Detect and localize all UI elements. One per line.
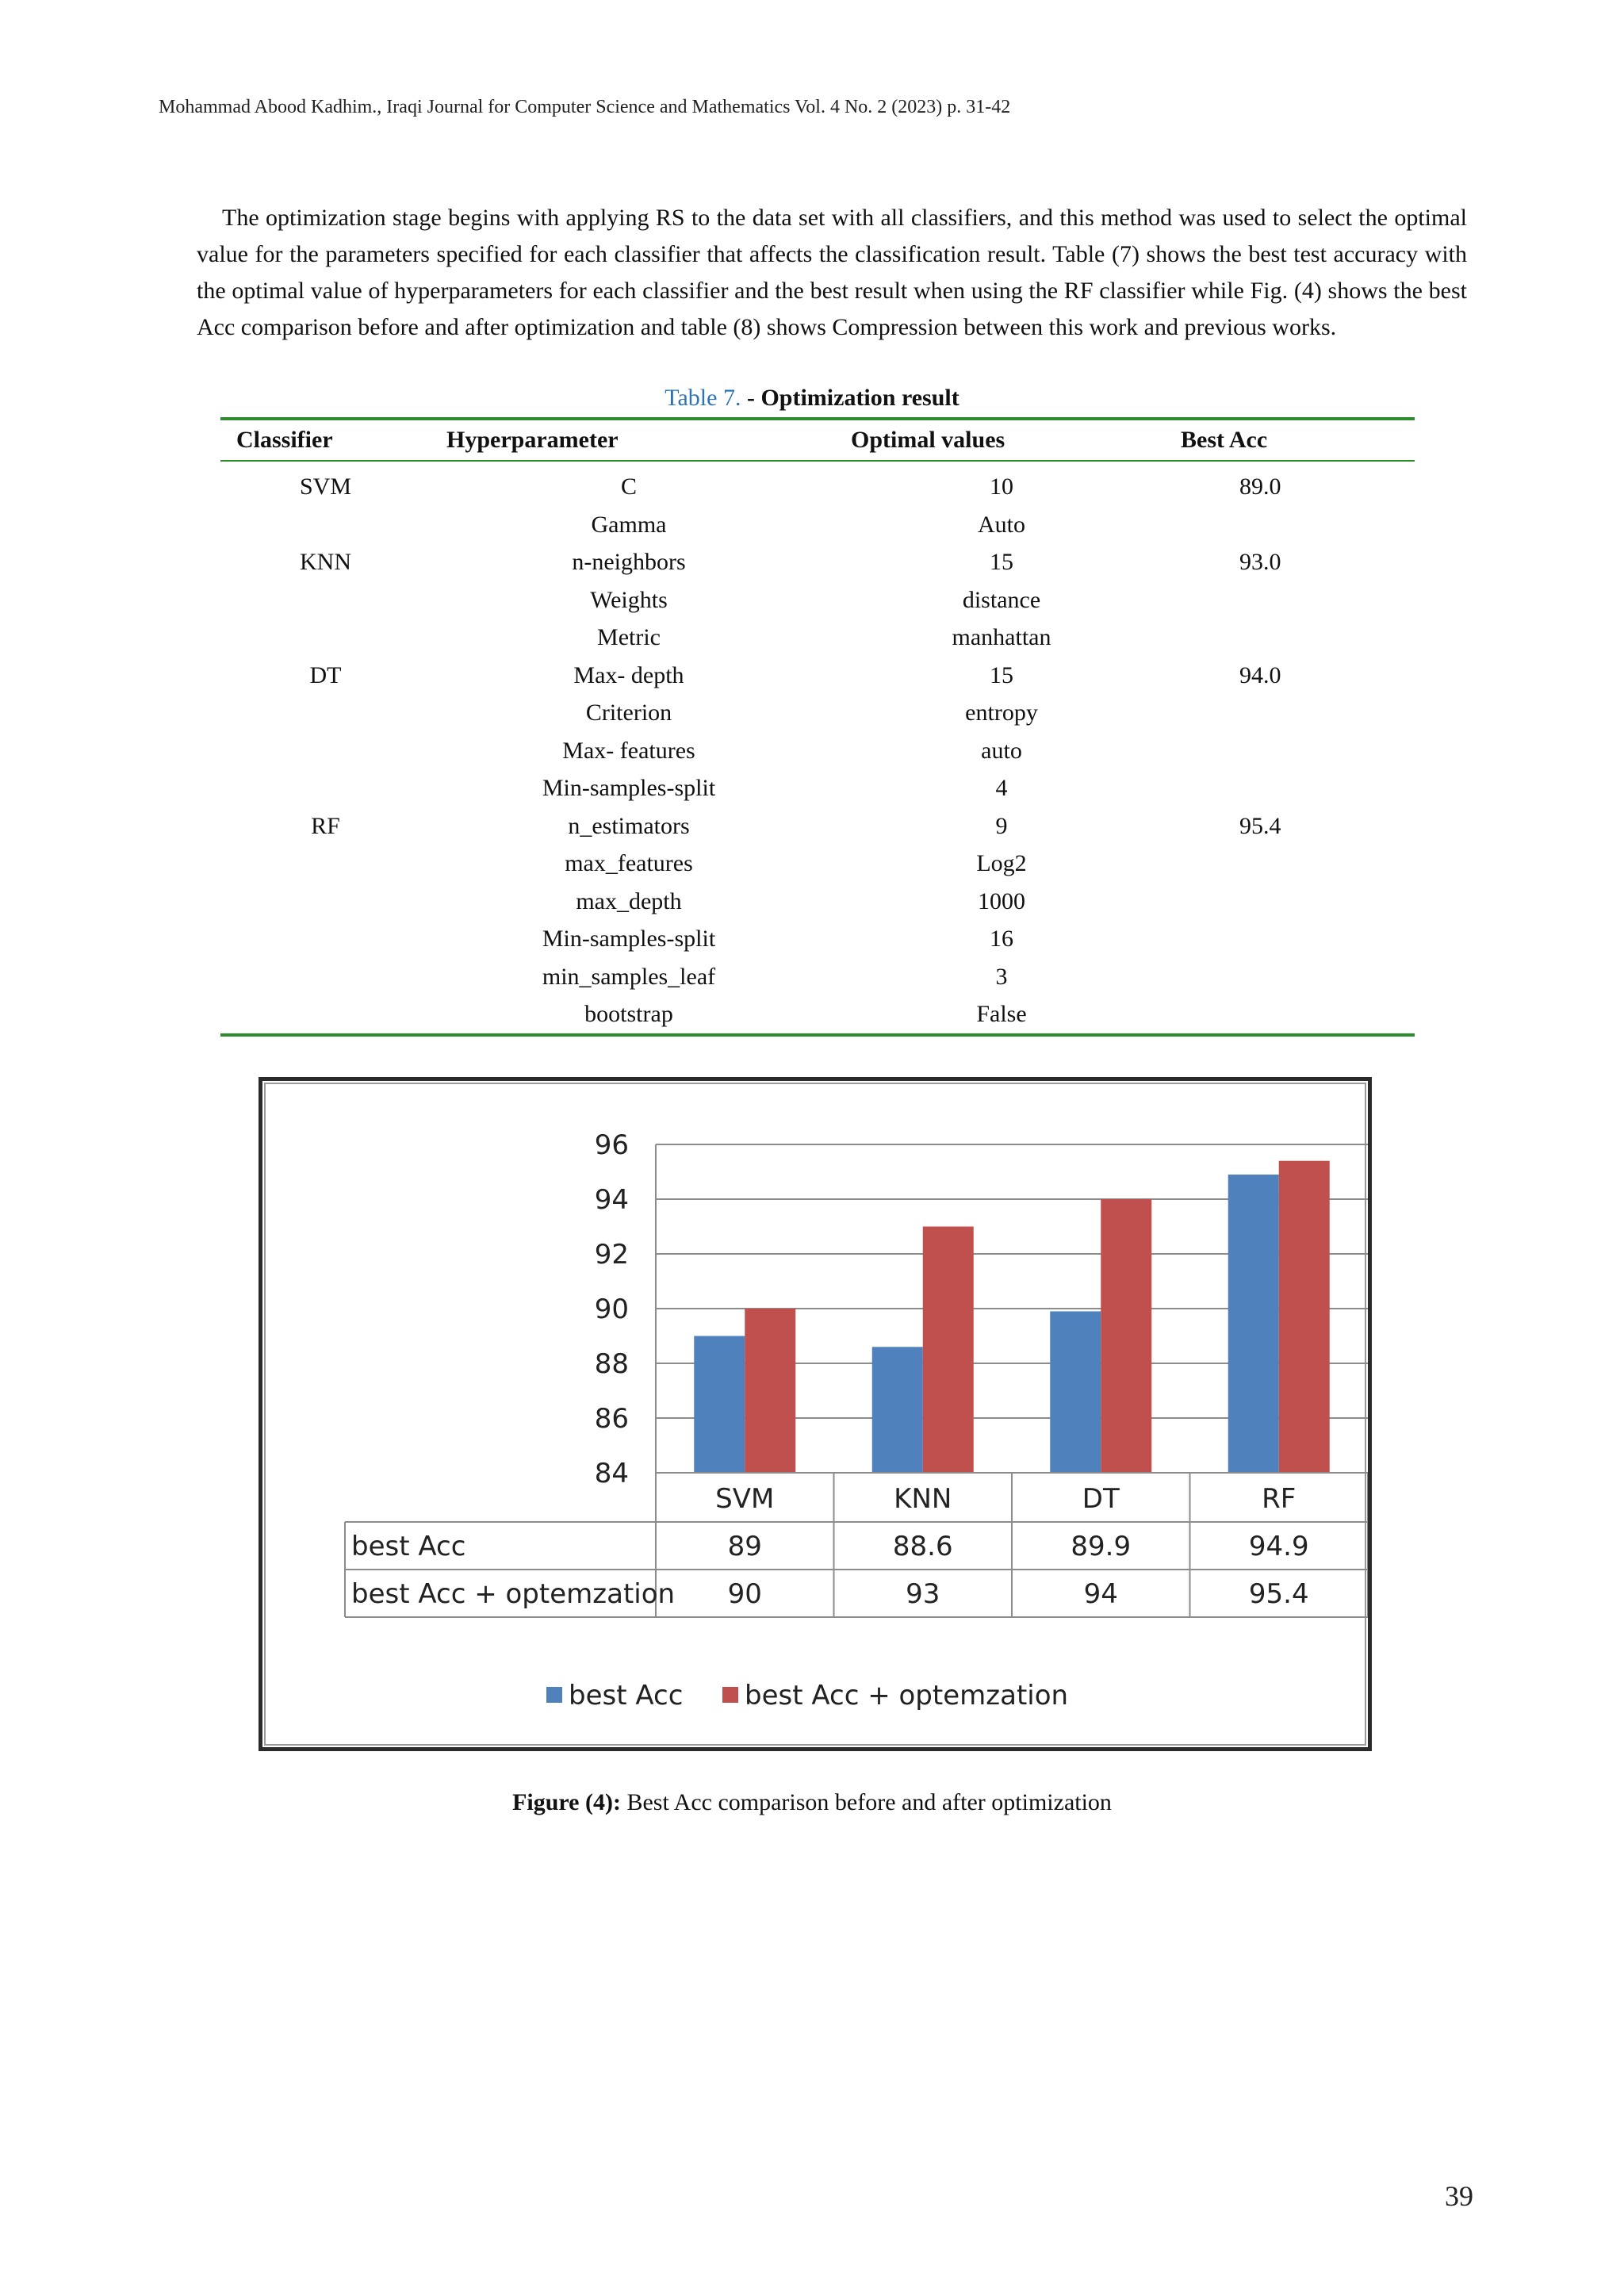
cell-hyperparameter: Criterion bbox=[585, 700, 672, 726]
cell-optimal-value: 1000 bbox=[978, 887, 1025, 914]
cell-best-acc bbox=[1176, 958, 1415, 996]
cell-classifier bbox=[220, 920, 431, 958]
data-table-value: 89.9 bbox=[1071, 1531, 1132, 1562]
table-row bbox=[220, 619, 1415, 657]
table-header-row bbox=[220, 419, 1415, 461]
x-category-label: KNN bbox=[894, 1483, 952, 1515]
cell-classifier: SVM bbox=[299, 473, 352, 500]
legend-label: best Acc + optemzation bbox=[745, 1680, 1069, 1711]
data-table-value: 89 bbox=[727, 1531, 762, 1562]
cell-best-acc bbox=[1176, 732, 1415, 770]
cell-optimal-value: 4 bbox=[995, 775, 1008, 802]
y-tick-label: 86 bbox=[594, 1403, 629, 1435]
cell-hyperparameter: Min-samples-split bbox=[542, 926, 716, 953]
cell-best-acc: 95.4 bbox=[1239, 812, 1281, 839]
bar-chart bbox=[262, 1081, 1368, 1747]
table-row bbox=[220, 694, 1415, 732]
data-table-series-name: best Acc bbox=[351, 1531, 466, 1562]
header-hyperparameter: Hyperparameter bbox=[431, 419, 827, 461]
data-table-value: 95.4 bbox=[1248, 1578, 1309, 1610]
legend-label: best Acc bbox=[569, 1680, 684, 1711]
bar-best-acc-optimization-dt bbox=[1101, 1199, 1151, 1473]
bar-best-acc-knn bbox=[872, 1347, 923, 1473]
table-row bbox=[220, 807, 1415, 845]
cell-classifier: RF bbox=[311, 812, 340, 839]
cell-optimal-value: Auto bbox=[978, 511, 1025, 538]
table-title: - Optimization result bbox=[746, 385, 959, 411]
bar-best-acc-optimization-knn bbox=[923, 1227, 974, 1474]
table-caption bbox=[0, 382, 1624, 414]
table-row bbox=[220, 581, 1415, 619]
table-row bbox=[220, 845, 1415, 883]
cell-classifier bbox=[220, 845, 431, 883]
cell-optimal-value: distance bbox=[962, 586, 1041, 613]
cell-best-acc: 93.0 bbox=[1239, 549, 1281, 576]
x-category-label: SVM bbox=[715, 1483, 775, 1515]
data-table-value: 90 bbox=[727, 1578, 762, 1610]
cell-hyperparameter: bootstrap bbox=[584, 1001, 673, 1028]
data-table-value: 93 bbox=[906, 1578, 940, 1610]
table-label: Table 7. bbox=[665, 385, 741, 411]
table-row bbox=[220, 461, 1415, 506]
table-row bbox=[220, 995, 1415, 1035]
cell-hyperparameter: max_features bbox=[565, 850, 693, 877]
table-row bbox=[220, 920, 1415, 958]
cell-hyperparameter: Max- features bbox=[562, 737, 695, 764]
header-classifier: Classifier bbox=[220, 419, 431, 461]
cell-classifier bbox=[220, 958, 431, 996]
cell-optimal-value: manhattan bbox=[952, 624, 1051, 651]
y-tick-label: 96 bbox=[594, 1129, 629, 1161]
data-table-series-name: best Acc + optemzation bbox=[351, 1578, 676, 1610]
data-table-value: 94.9 bbox=[1248, 1531, 1309, 1562]
legend-swatch-best-acc bbox=[546, 1687, 562, 1703]
cell-classifier bbox=[220, 732, 431, 770]
data-table-value: 88.6 bbox=[892, 1531, 953, 1562]
figure-4-chart bbox=[259, 1077, 1372, 1751]
cell-best-acc bbox=[1176, 883, 1415, 921]
cell-optimal-value: 15 bbox=[990, 661, 1013, 688]
table-row bbox=[220, 657, 1415, 695]
y-tick-label: 92 bbox=[594, 1239, 629, 1271]
cell-optimal-value: Log2 bbox=[976, 850, 1027, 877]
cell-hyperparameter: Metric bbox=[597, 624, 661, 651]
cell-classifier bbox=[220, 506, 431, 544]
header-best-acc: Best Acc bbox=[1176, 419, 1415, 461]
cell-classifier bbox=[220, 619, 431, 657]
table-row bbox=[220, 769, 1415, 807]
cell-classifier bbox=[220, 769, 431, 807]
x-category-label: RF bbox=[1262, 1483, 1297, 1515]
optimization-table-wrap bbox=[220, 417, 1415, 1037]
cell-hyperparameter: n_estimators bbox=[568, 812, 690, 839]
legend-swatch-best-acc-optimization bbox=[722, 1687, 738, 1703]
bar-best-acc-optimization-rf bbox=[1279, 1161, 1330, 1473]
y-tick-label: 84 bbox=[594, 1458, 629, 1489]
cell-classifier bbox=[220, 995, 431, 1035]
header-optimal-values: Optimal values bbox=[827, 419, 1176, 461]
x-category-label: DT bbox=[1082, 1483, 1120, 1515]
cell-best-acc: 94.0 bbox=[1239, 661, 1281, 688]
data-table-value: 94 bbox=[1083, 1578, 1118, 1610]
cell-best-acc bbox=[1176, 845, 1415, 883]
running-header: Mohammad Abood Kadhim., Iraqi Journal for Computer Science and Mathematics Vol. 4 No. 2 (2023) p. 31-42 bbox=[159, 97, 1011, 117]
cell-hyperparameter: Max- depth bbox=[573, 661, 684, 688]
page-number: 39 bbox=[1445, 2180, 1473, 2212]
cell-hyperparameter: C bbox=[620, 473, 637, 500]
cell-classifier bbox=[220, 694, 431, 732]
bar-best-acc-optimization-svm bbox=[745, 1309, 795, 1473]
y-tick-label: 90 bbox=[594, 1294, 629, 1325]
cell-best-acc bbox=[1176, 506, 1415, 544]
cell-hyperparameter: Weights bbox=[590, 586, 668, 613]
y-tick-label: 88 bbox=[594, 1348, 629, 1380]
cell-best-acc bbox=[1176, 619, 1415, 657]
cell-optimal-value: 9 bbox=[995, 812, 1008, 839]
cell-optimal-value: False bbox=[976, 1001, 1027, 1028]
cell-hyperparameter: Min-samples-split bbox=[542, 775, 716, 802]
y-tick-label: 94 bbox=[594, 1184, 629, 1216]
table-row bbox=[220, 506, 1415, 544]
cell-hyperparameter: n-neighbors bbox=[572, 549, 686, 576]
cell-best-acc bbox=[1176, 920, 1415, 958]
cell-hyperparameter: min_samples_leaf bbox=[542, 963, 716, 990]
cell-classifier: KNN bbox=[300, 549, 351, 576]
cell-optimal-value: 10 bbox=[990, 473, 1013, 500]
body-paragraph: The optimization stage begins with applying RS to the data set with all classifiers, and this method was used to select the optimal value for the parameters specified for each classifier that affects the classification result. Table (7) shows the best test accuracy with the optimal value of hyperparameters for each classifier and the best result when using the RF classifier while Fig. (4) shows the best Acc comparison before and after optimization and table (8) shows Compression between this work and previous works. bbox=[197, 205, 1467, 340]
figure-label: Figure (4): bbox=[512, 1789, 621, 1815]
cell-best-acc bbox=[1176, 694, 1415, 732]
cell-optimal-value: entropy bbox=[965, 700, 1038, 726]
figure-caption bbox=[0, 1789, 1624, 1816]
cell-optimal-value: 16 bbox=[990, 926, 1013, 953]
figure-caption-text: Best Acc comparison before and after optimization bbox=[626, 1789, 1112, 1815]
bar-best-acc-dt bbox=[1050, 1311, 1101, 1473]
cell-optimal-value: 3 bbox=[995, 963, 1008, 990]
cell-hyperparameter: Gamma bbox=[591, 511, 667, 538]
cell-best-acc: 89.0 bbox=[1239, 473, 1281, 500]
bar-best-acc-rf bbox=[1228, 1175, 1279, 1473]
table-row bbox=[220, 883, 1415, 921]
optimization-table bbox=[220, 417, 1415, 1037]
bar-best-acc-svm bbox=[694, 1336, 745, 1474]
table-row bbox=[220, 958, 1415, 996]
cell-optimal-value: auto bbox=[981, 737, 1022, 764]
cell-classifier: DT bbox=[309, 661, 342, 688]
cell-best-acc bbox=[1176, 581, 1415, 619]
cell-classifier bbox=[220, 581, 431, 619]
cell-best-acc bbox=[1176, 769, 1415, 807]
cell-optimal-value: 15 bbox=[990, 549, 1013, 576]
table-row bbox=[220, 732, 1415, 770]
cell-hyperparameter: max_depth bbox=[576, 887, 682, 914]
cell-classifier bbox=[220, 883, 431, 921]
table-row bbox=[220, 543, 1415, 581]
cell-best-acc bbox=[1176, 995, 1415, 1035]
